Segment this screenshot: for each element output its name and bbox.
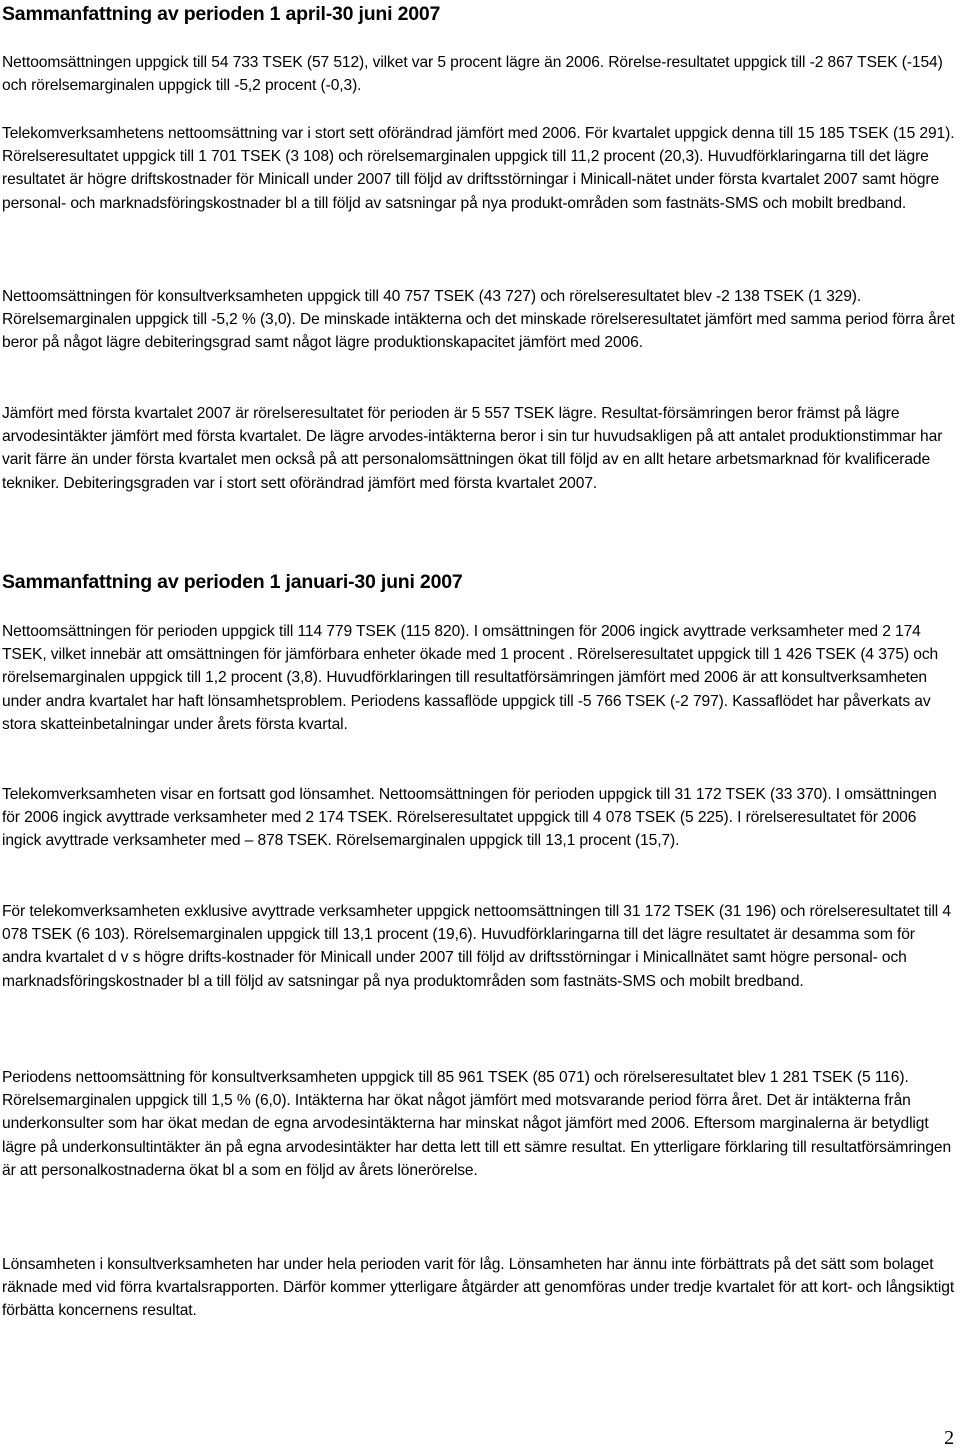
page-number: 2 <box>944 1427 954 1449</box>
paragraph-q2-telecom: Telekomverksamhetens nettoomsättning var i stort sett oförändrad jämfört med 2006. För kvartalet uppgick denna till 15 185 TSEK (15 291). Rörelseresultatet uppgick till 1 701 TSEK (3 108) och rörelsemarginalen uppgick till 11,2 procent (20,3). Huvudförklaringarna till det lägre resultatet är högre driftskostnader för Minicall under 2007 till följd av driftsstörningar i Minicall-nätet under första kvartalet 2007 samt högre personal- och marknadsföringskostnader bl a till följd av satsningar på nya produkt-områden som fastnäts-SMS och mobilt bredband. <box>2 125 955 212</box>
paragraph-h1-telecom: Telekomverksamheten visar en fortsatt god lönsamhet. Nettoomsättningen för perioden uppgick till 31 172 TSEK (33 370). I omsättningen för 2006 ingick avyttrade verksamheter med 2 174 TSEK. Rörelseresultatet uppgick till 4 078 TSEK (5 225). I rörelseresultatet för 2006 ingick avyttrade verksamheter med – 878 TSEK. Rörelsemarginalen uppgick till 13,1 procent (15,7). <box>2 786 937 850</box>
paragraph-h1-telecom-excl: För telekomverksamheten exklusive avyttrade verksamheter uppgick nettoomsättningen till 31 172 TSEK (31 196) och rörelseresultatet till 4 078 TSEK (6 103). Rörelsemarginalen uppgick till 13,1 procent (19,6). Huvudförklaringarna till det lägre resultatet är desamma som för andra kvartalet d v s högre drifts-kostnader för Minicall under 2007 till följd av driftsstörningar i Minicallnätet samt högre personal- och marknadsföringskostnader bl a till följd av satsningar på nya produktområden som fastnäts-SMS och mobilt bredband. <box>2 903 951 990</box>
paragraph-q2-consulting: Nettoomsättningen för konsultverksamheten uppgick till 40 757 TSEK (43 727) och rörelseresultatet blev -2 138 TSEK (1 329). Rörelsemarginalen uppgick till -5,2 % (3,0). De minskade intäkterna och det minskade rörelseresultatet jämfört med samma period förra året beror på något lägre debiteringsgrad samt något lägre produktionskapacitet jämfört med 2006. <box>2 288 955 352</box>
paragraph-q2-vs-q1: Jämfört med första kvartalet 2007 är rörelseresultatet för perioden är 5 557 TSEK lägre. Resultat-försämringen beror främst på lägre arvodesintäkter jämfört med första kvartalet. De lägre arvodes-intäkterna beror i sin tur huvudsakligen på att antalet produktionstimmar har varit färre än under första kvartalet men också på att personalomsättningen ökat till följd av en allt hetare arbetsmarknad för kvalificerade tekniker. Debiteringsgraden var i stort sett oförändrad jämfört med första kvartalet 2007. <box>2 405 943 492</box>
section-heading-h1: Sammanfattning av perioden 1 januari-30 juni 2007 <box>2 571 463 593</box>
paragraph-h1-profitability: Lönsamheten i konsultverksamheten har under hela perioden varit för låg. Lönsamheten har ännu inte förbättrats på det sätt som bolaget räknade med vid förra kvartalsrapporten. Därför kommer ytterligare åtgärder att genomföras under tredje kvartalet för att kort- och långsiktigt förbätta koncernens resultat. <box>2 1256 955 1320</box>
paragraph-h1-consulting: Periodens nettoomsättning för konsultverksamheten uppgick till 85 961 TSEK (85 071) och rörelseresultatet blev 1 281 TSEK (5 116). Rörelsemarginalen uppgick till 1,5 % (6,0). Intäkterna har ökat något jämfört med motsvarande period förra året. Det är intäkterna från underkonsulter som har ökat medan de egna arvodesintäkterna har minskat något jämfört med 2006. Eftersom marginalerna är betydligt lägre på underkonsultintäkter än på egna arvodesintäkter har detta lett till ett sämre resultat. En ytterligare förklaring till resultatförsämringen är att personalkostnaderna ökat bl a som en följd av årets lönerörelse. <box>2 1069 952 1179</box>
paragraph-h1-net-sales: Nettoomsättningen för perioden uppgick till 114 779 TSEK (115 820). I omsättningen för 2006 ingick avyttrade verksamheter med 2 174 TSEK, vilket innebär att omsättningen för jämförbara enheter ökade med 1 procent . Rörelseresultatet uppgick till 1 426 TSEK (4 375) och rörelsemarginalen uppgick till 1,2 procent (3,8). Huvudförklaringen till resultatförsämringen jämfört med 2006 är att konsultverksamheten under andra kvartalet har haft lönsamhetsproblem. Periodens kassaflöde uppgick till -5 766 TSEK (-2 797). Kassaflödet har påverkats av stora skatteinbetalningar under årets första kvartal. <box>2 623 939 733</box>
section-heading-q2: Sammanfattning av perioden 1 april-30 juni 2007 <box>2 3 441 25</box>
paragraph-q2-net-sales: Nettoomsättningen uppgick till 54 733 TSEK (57 512), vilket var 5 procent lägre än 2006. Rörelse-resultatet uppgick till -2 867 TSEK (-154) och rörelsemarginalen uppgick till -5,2 procent (-0,3). <box>2 54 943 95</box>
